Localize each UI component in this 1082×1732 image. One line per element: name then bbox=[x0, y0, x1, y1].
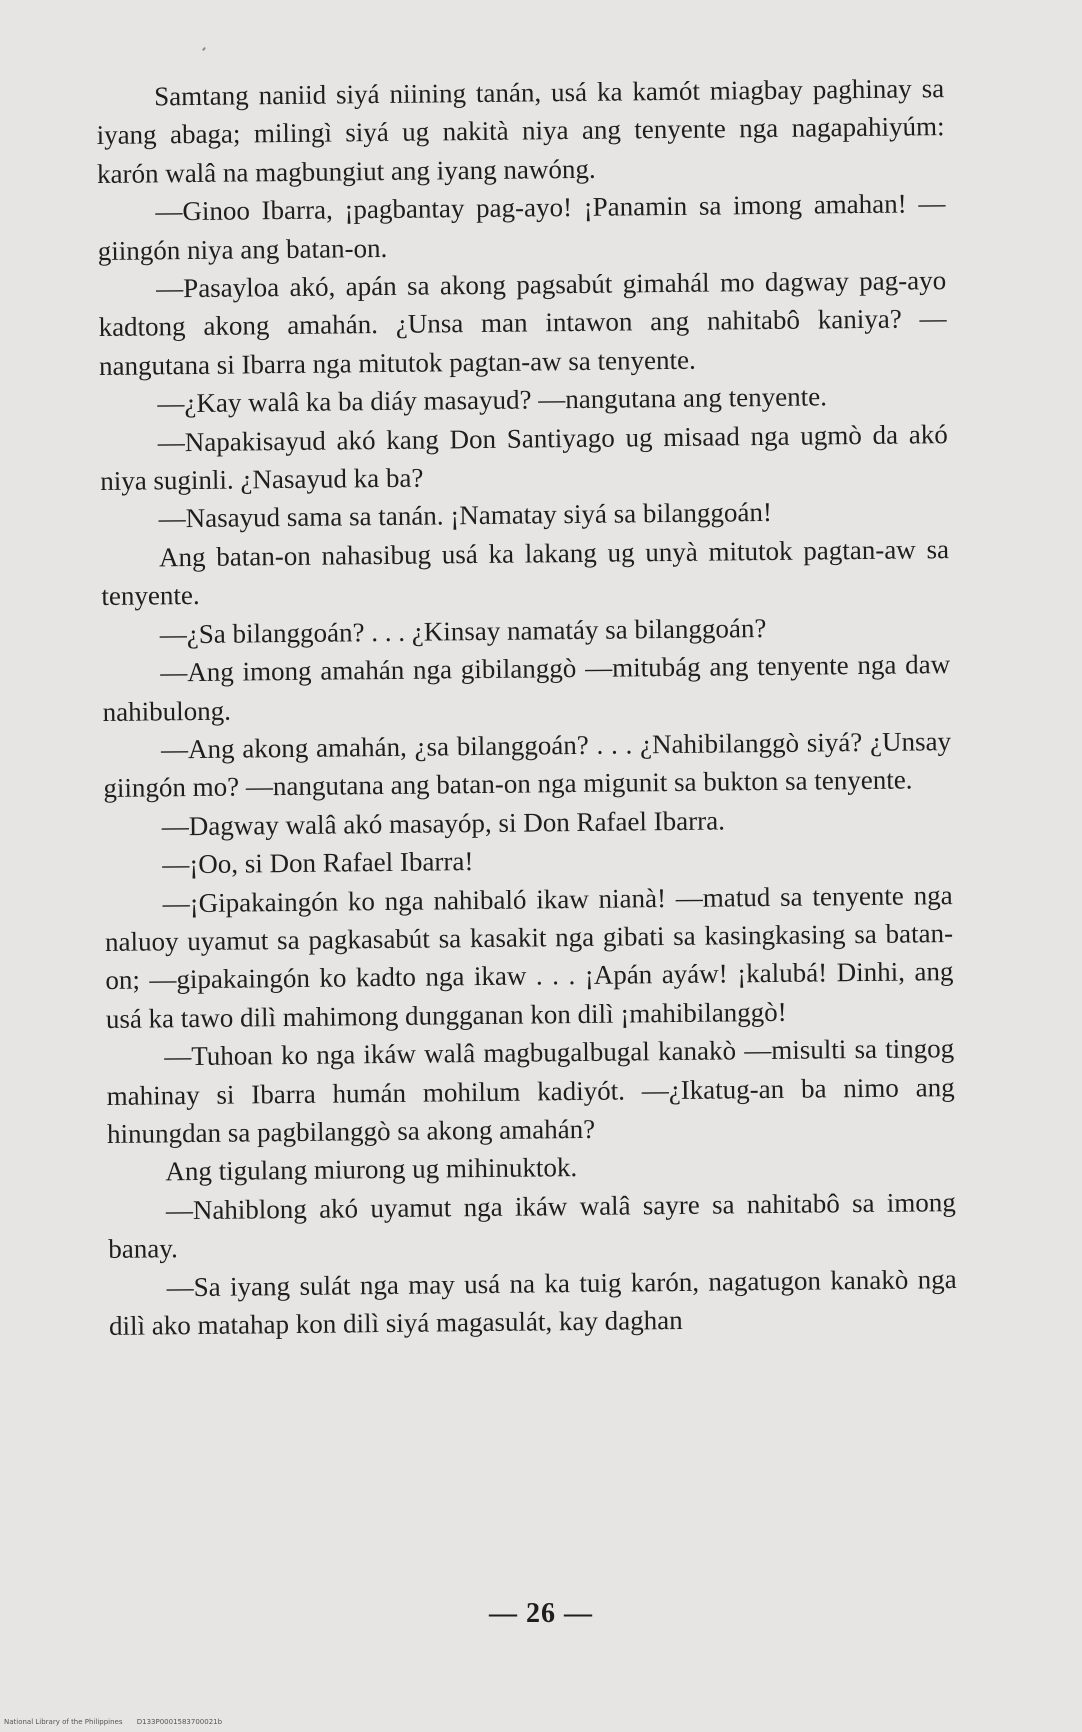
paragraph: —¡Oo, si Don Rafael Ibarra! bbox=[162, 846, 474, 880]
paragraph: —Napakisayud akó kang Don Santiyago ug misaad nga ugmò da akó niya suginli. ¿Nasayud ka ba? bbox=[100, 418, 948, 497]
paragraph: —¡Gipakaingón ko nga nahibaló ikaw nianà! —matud sa tenyente nga naluoy uyamut sa pagkasabút sa kasakit nga gibati sa kasingkasing sa batan-on; —gipakaingón ko kadto nga ikaw . . . ¡Apán ayáw! ¡kalubá! Dinhi, ang usá ka tawo dilì mahimong dungganan kon dilì ¡mahibilanggò! bbox=[104, 879, 954, 1034]
body-text bbox=[96, 69, 957, 1345]
paragraph: —Nahiblong akó uyamut nga ikáw walâ sayre sa nahitabô sa imong banay. bbox=[108, 1186, 956, 1265]
paragraph: Ang tigulang miurong ug mihinuktok. bbox=[165, 1152, 578, 1187]
paragraph: Samtang naniid siyá niining tanán, usá ka kamót miagbay paghinay sa iyang abaga; milingì siyá ug nakità niya ang tenyente nga nagapahiyúm: karón walâ na magbungiut ang iyang nawóng. bbox=[96, 73, 945, 189]
footer-stamp bbox=[4, 1718, 234, 1726]
paragraph: —Dagway walâ akó masayóp, si Don Rafael Ibarra. bbox=[161, 805, 726, 842]
footer-library: National Library of the Philippines bbox=[4, 1718, 123, 1726]
paragraph: Ang batan-on nahasibug usá ka lakang ug unyà mitutok pagtan-aw sa tenyente. bbox=[101, 533, 950, 612]
paragraph: —Nasayud sama sa tanán. ¡Namatay siyá sa bilanggoán! bbox=[158, 497, 773, 534]
paragraph: —Tuhoan ko nga ikáw walâ magbugalbugal kanakò —misulti sa tingog mahinay si Ibarra humán mohilum kadiyót. —¿Ikatug-an ba nimo ang hinungdan sa pagbilanggò sa akong amahán? bbox=[106, 1033, 955, 1149]
page-number: — 26 — bbox=[489, 1598, 593, 1629]
paragraph: —Ginoo Ibarra, ¡pagbantay pag-ayo! ¡Panamin sa imong amahan! —giingón niya ang batan-on. bbox=[97, 188, 946, 266]
paragraph: —¿Kay walâ ka ba diáy masayud? —nangutana ang tenyente. bbox=[157, 381, 828, 419]
paragraph: —Pasayloa akó, apán sa akong pagsabút gimahál mo dagway pag-ayo kadtong akong amahán. ¿Unsa man intawon ang nahitabô kaniya? —nangutana si Ibarra nga mitutok pagtan-aw sa tenyente. bbox=[98, 265, 947, 381]
paragraph: —Ang akong amahán, ¿sa bilanggoán? . . . ¿Nahibilanggò siyá? ¿Unsay giingón mo? —nangutana ang batan-on nga migunit sa bukton sa tenyente. bbox=[103, 725, 952, 804]
paragraph: —¿Sa bilanggoán? . . . ¿Kinsay namatáy sa bilanggoán? bbox=[159, 612, 767, 650]
footer-code: D133P0001583700021b bbox=[136, 1718, 223, 1726]
paragraph: —Sa iyang sulát nga may usá na ka tuig karón, nagatugon kanakò nga dilì ako matahap kon dilì siyá magasulát, kay daghan bbox=[108, 1263, 957, 1341]
paragraph: —Ang imong amahán nga gibilanggò —mitubág ang tenyente nga daw nahibulong. bbox=[102, 649, 951, 727]
scan-speck bbox=[202, 47, 206, 51]
